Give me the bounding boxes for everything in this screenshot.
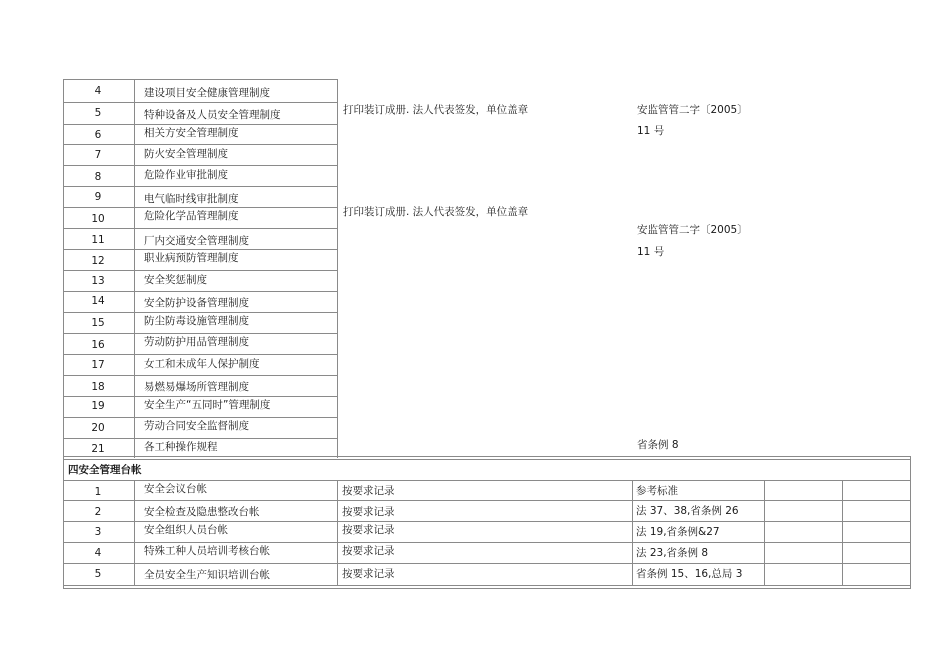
- row-divider: [63, 249, 338, 250]
- row-item-name: 电气临时线审批制度: [144, 193, 239, 205]
- row-item-name: 职业病预防管理制度: [144, 252, 239, 264]
- row-number: 20: [91, 422, 105, 434]
- row-item-name: 危险作业审批制度: [144, 169, 228, 181]
- table-column-divider: [632, 480, 633, 586]
- row-number: 1: [94, 486, 102, 498]
- basis-text: 11 号: [637, 246, 665, 258]
- row-item-name: 安全防护设备管理制度: [144, 297, 249, 309]
- row-divider: [63, 312, 338, 313]
- basis-text: 安监管管二字〔2005〕: [637, 224, 748, 236]
- row-basis: 参考标准: [636, 485, 678, 497]
- table-border-top: [63, 456, 911, 457]
- row-item-name: 安全生产“五同时”管理制度: [144, 399, 271, 411]
- table-border-top: [63, 459, 911, 460]
- table-border-top: [63, 79, 338, 80]
- row-item-name: 危险化学品管理制度: [144, 210, 239, 222]
- requirement-text: 打印装订成册. 法人代表签发，单位盖章: [343, 104, 529, 116]
- row-item-name: 相关方安全管理制度: [144, 127, 239, 139]
- row-number: 8: [94, 171, 102, 183]
- row-divider: [63, 270, 338, 271]
- row-number: 7: [94, 149, 102, 161]
- row-requirement: 按要求记录: [342, 506, 395, 518]
- row-divider: [63, 124, 338, 125]
- row-number: 3: [94, 526, 102, 538]
- row-divider: [63, 354, 338, 355]
- row-divider: [63, 291, 338, 292]
- requirement-text: 打印装订成册. 法人代表签发，单位盖章: [343, 206, 529, 218]
- row-divider: [63, 563, 911, 564]
- row-item-name: 女工和未成年人保护制度: [144, 358, 260, 370]
- basis-text: 省条例 8: [637, 439, 679, 451]
- row-divider: [63, 228, 338, 229]
- row-item-name: 安全组织人员台帐: [144, 524, 228, 536]
- table-border-bottom: [63, 585, 911, 586]
- row-requirement: 按要求记录: [342, 568, 395, 580]
- row-divider: [63, 144, 338, 145]
- row-basis: 省条例 15、16,总局 3: [636, 568, 743, 580]
- row-item-name: 建设项目安全健康管理制度: [144, 87, 270, 99]
- row-divider: [63, 333, 338, 334]
- table-column-divider: [764, 480, 765, 586]
- row-item-name: 劳动防护用品管理制度: [144, 336, 249, 348]
- row-item-name: 各工种操作规程: [144, 441, 218, 453]
- row-divider: [63, 500, 911, 501]
- row-requirement: 按要求记录: [342, 545, 395, 557]
- row-number: 6: [94, 129, 102, 141]
- table-column-divider: [337, 79, 338, 458]
- basis-text: 安监管管二字〔2005〕: [637, 104, 748, 116]
- row-requirement: 按要求记录: [342, 485, 395, 497]
- table-column-divider: [134, 79, 135, 458]
- row-number: 9: [94, 191, 102, 203]
- row-number: 11: [91, 234, 105, 246]
- row-number: 4: [94, 547, 102, 559]
- row-item-name: 易燃易爆场所管理制度: [144, 381, 249, 393]
- row-divider: [63, 375, 338, 376]
- row-number: 5: [94, 107, 102, 119]
- row-item-name: 全员安全生产知识培训台帐: [144, 569, 270, 581]
- row-item-name: 安全会议台帐: [144, 483, 207, 495]
- row-divider: [63, 438, 338, 439]
- row-number: 12: [91, 255, 105, 267]
- row-number: 19: [91, 400, 105, 412]
- row-divider: [63, 165, 338, 166]
- row-number: 14: [91, 295, 105, 307]
- row-item-name: 防尘防毒设施管理制度: [144, 315, 249, 327]
- row-number: 15: [91, 317, 105, 329]
- row-number: 17: [91, 359, 105, 371]
- row-number: 10: [91, 213, 105, 225]
- row-number: 18: [91, 381, 105, 393]
- table-border-bottom: [63, 588, 911, 589]
- row-item-name: 特殊工种人员培训考核台帐: [144, 545, 270, 557]
- row-number: 5: [94, 568, 102, 580]
- row-basis: 法 37、38,省条例 26: [636, 505, 739, 517]
- row-divider: [63, 102, 338, 103]
- row-item-name: 安全奖惩制度: [144, 274, 207, 286]
- row-item-name: 厂内交通安全管理制度: [144, 235, 249, 247]
- row-number: 2: [94, 506, 102, 518]
- row-item-name: 安全检查及隐患整改台帐: [144, 506, 260, 518]
- row-divider: [63, 417, 338, 418]
- row-divider: [63, 207, 338, 208]
- row-divider: [63, 542, 911, 543]
- table-column-divider: [842, 480, 843, 586]
- row-item-name: 防火安全管理制度: [144, 148, 228, 160]
- row-divider: [63, 480, 911, 481]
- row-divider: [63, 186, 338, 187]
- row-divider: [63, 521, 911, 522]
- row-basis: 法 19,省条例&27: [636, 526, 720, 538]
- table-border-right: [910, 456, 911, 589]
- row-divider: [63, 396, 338, 397]
- basis-text: 11 号: [637, 125, 665, 137]
- row-number: 16: [91, 339, 105, 351]
- row-item-name: 劳动合同安全监督制度: [144, 420, 249, 432]
- row-number: 21: [91, 443, 105, 455]
- table-column-divider: [337, 480, 338, 586]
- row-basis: 法 23,省条例 8: [636, 547, 709, 559]
- table-column-divider: [134, 480, 135, 586]
- row-item-name: 特种设备及人员安全管理制度: [144, 109, 281, 121]
- row-number: 13: [91, 275, 105, 287]
- section-title: 四安全管理台帐: [68, 464, 142, 476]
- row-number: 4: [94, 85, 102, 97]
- row-requirement: 按要求记录: [342, 524, 395, 536]
